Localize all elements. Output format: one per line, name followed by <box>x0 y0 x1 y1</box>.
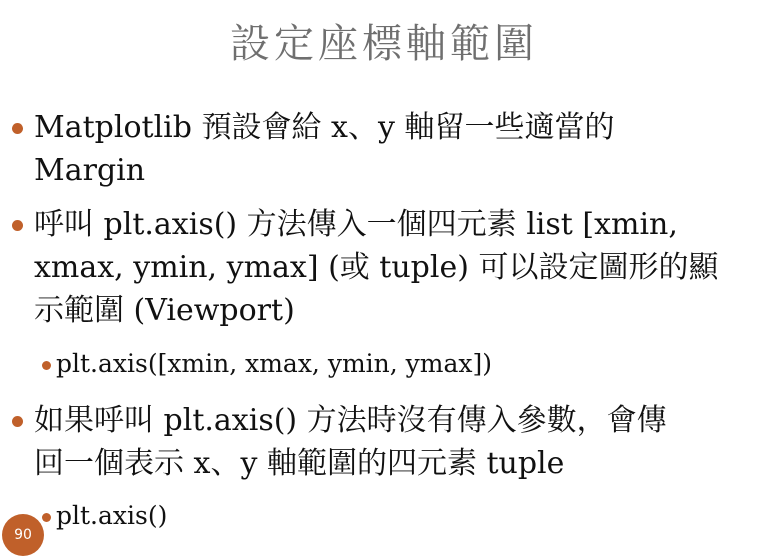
bullet-item-axis-list <box>34 203 718 332</box>
bullet-dot-icon <box>12 416 23 427</box>
bullet-dot-icon <box>42 361 51 370</box>
slide-title: 設定座標軸範圍 <box>230 21 538 67</box>
bullet-item-axis-return <box>34 399 667 485</box>
sub-bullet-axis-call <box>56 346 492 382</box>
bullet-line: xmax, ymin, ymax] (或 tuple) 可以設定圖形的顯 <box>34 250 719 285</box>
bullet-line: plt.axis() <box>56 501 168 530</box>
sub-bullet-axis-noarg <box>56 498 167 534</box>
bullet-dot-icon <box>42 513 51 522</box>
bullet-line: Matplotlib 預設會給 x、y 軸留一些適當的 <box>34 110 615 145</box>
bullet-line: 呼叫 plt.axis() 方法傳入一個四元素 list [xmin, <box>34 207 678 242</box>
bullet-item-margin <box>34 106 614 192</box>
bullet-line: 示範圍 (Viewport) <box>34 293 295 328</box>
bullet-line: Margin <box>34 153 146 188</box>
bullet-dot-icon <box>12 220 23 231</box>
bullet-line: plt.axis([xmin, xmax, ymin, ymax]) <box>56 349 492 378</box>
page-number-badge: 90 <box>2 514 44 556</box>
bullet-line: 如果呼叫 plt.axis() 方法時沒有傳入參數，會傳 <box>34 403 667 438</box>
bullet-line: 回一個表示 x、y 軸範圍的四元素 tuple <box>34 446 565 481</box>
bullet-dot-icon <box>12 123 23 134</box>
